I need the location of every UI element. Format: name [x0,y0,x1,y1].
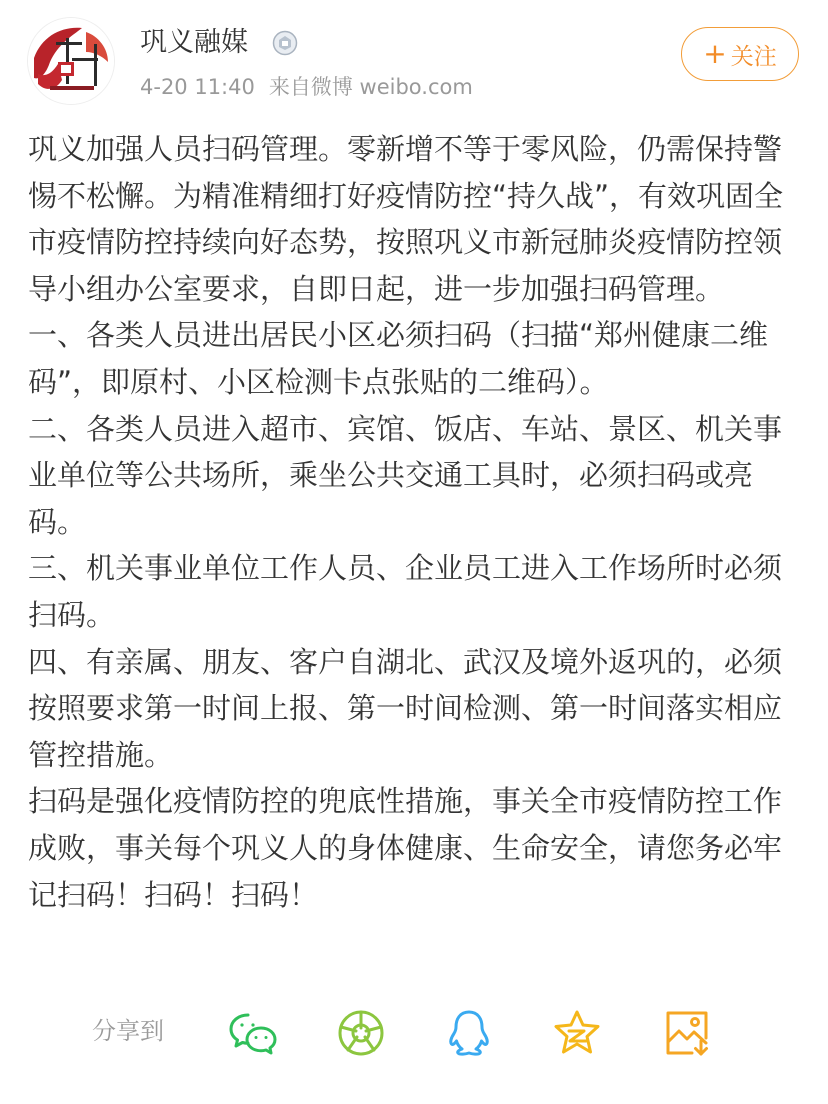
account-avatar[interactable] [28,18,114,104]
share-bar [0,998,828,1068]
qq-icon[interactable] [444,1008,494,1058]
share-label: 分享到 [92,1017,164,1045]
author-name[interactable]: 巩义融媒 [140,27,248,58]
save-image-icon[interactable] [662,1008,712,1058]
post-text [28,126,798,918]
follow-label: 关注 [730,43,777,70]
qzone-icon[interactable] [552,1008,602,1058]
post-paragraph: 二、各类人员进入超市、宾馆、饭店、车站、景区、机关事业单位等公共场所，乘坐公共交通工具时，必须扫码或亮码。 [28,411,783,539]
wechat-icon[interactable] [228,1008,278,1058]
follow-button[interactable] [681,27,799,81]
post-paragraph: 巩义加强人员扫码管理。零新增不等于零风险，仍需保持警惕不松懈。为精准精细打好疫情防控“持久战”，有效巩固全市疫情防控持续向好态势，按照巩义市新冠肺炎疫情防控领导小组办公室要求，自即日起，进一步加强扫码管理。 [28,132,784,306]
post-meta [140,72,473,102]
moments-icon[interactable] [336,1008,386,1058]
post-header [0,0,828,120]
post-paragraph: 一、各类人员进出居民小区必须扫码（扫描“郑州健康二维码”，即原村、小区检测卡点张贴的二维码）。 [28,318,769,399]
plus-icon: + [703,37,727,70]
post-source: 来自微博 weibo.com [268,75,473,99]
post-paragraph: 扫码是强化疫情防控的兜底性措施，事关全市疫情防控工作成败，事关每个巩义人的身体健康、生命安全，请您务必牢记扫码！扫码！扫码！ [28,784,783,912]
post-paragraph: 三、机关事业单位工作人员、企业员工进入工作场所时必须扫码。 [28,551,783,632]
post-paragraph: 四、有亲属、朋友、客户自湖北、武汉及境外返巩的，必须按照要求第一时间上报、第一时间检测、第一时间落实相应管控措施。 [28,644,783,772]
post-time: 4-20 11:40 [140,75,255,99]
vip-badge-icon [272,30,298,56]
